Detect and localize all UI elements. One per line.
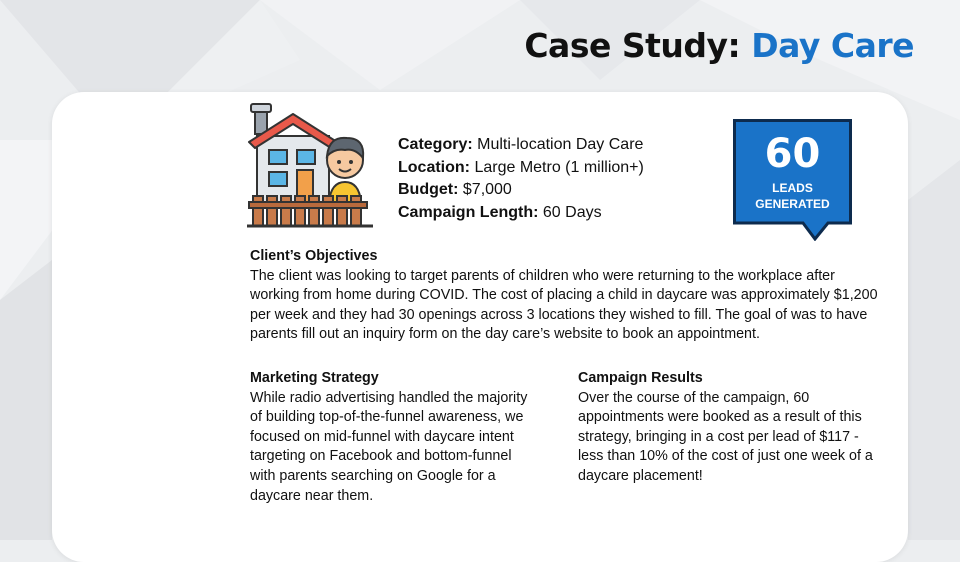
- fact-location: Location: Large Metro (1 million+): [398, 158, 644, 176]
- fact-budget: Budget: $7,000: [398, 181, 512, 198]
- leads-label: LEADS GENERATED: [755, 181, 830, 211]
- daycare-house-child-icon: [247, 102, 373, 228]
- title-main: Case Study:: [524, 26, 741, 65]
- page-title: [524, 26, 914, 65]
- results-body: Over the course of the campaign, 60 appointments were booked as a result of this strategy, bringing in a cost per lead of $117 - less than 10% of the cost of just one week of a daycare placement!: [578, 389, 877, 484]
- marketing-strategy-section: [250, 369, 540, 506]
- client-objectives-section: [250, 247, 880, 345]
- fact-category: Category: Multi-location Day Care: [398, 136, 644, 153]
- objectives-body: The client was looking to target parents of children who were returning to the workplace after working from home during COVID. The cost of placing a child in daycare was approximately $1,200 per week and they had 30 openings across 3 locations they wished to fill. The goal of was to have parents fill out an inquiry form on the day care’s website to book an appointment.: [250, 267, 878, 343]
- title-accent: Day Care: [751, 26, 914, 65]
- fact-campaign-length: Campaign Length: 60 Days: [398, 203, 602, 221]
- strategy-heading: Marketing Strategy: [250, 370, 379, 386]
- results-heading: Campaign Results: [578, 370, 703, 386]
- leads-count: 60: [764, 131, 821, 177]
- campaign-facts: [398, 134, 644, 224]
- campaign-results-section: [578, 369, 878, 487]
- strategy-body: While radio advertising handled the majority of building top-of-the-funnel awareness, we focused on mid-funnel with daycare intent targeting on Facebook and bottom-funnel with parents searching on Google for a daycare near them.: [250, 389, 528, 504]
- objectives-heading: Client’s Objectives: [250, 248, 378, 264]
